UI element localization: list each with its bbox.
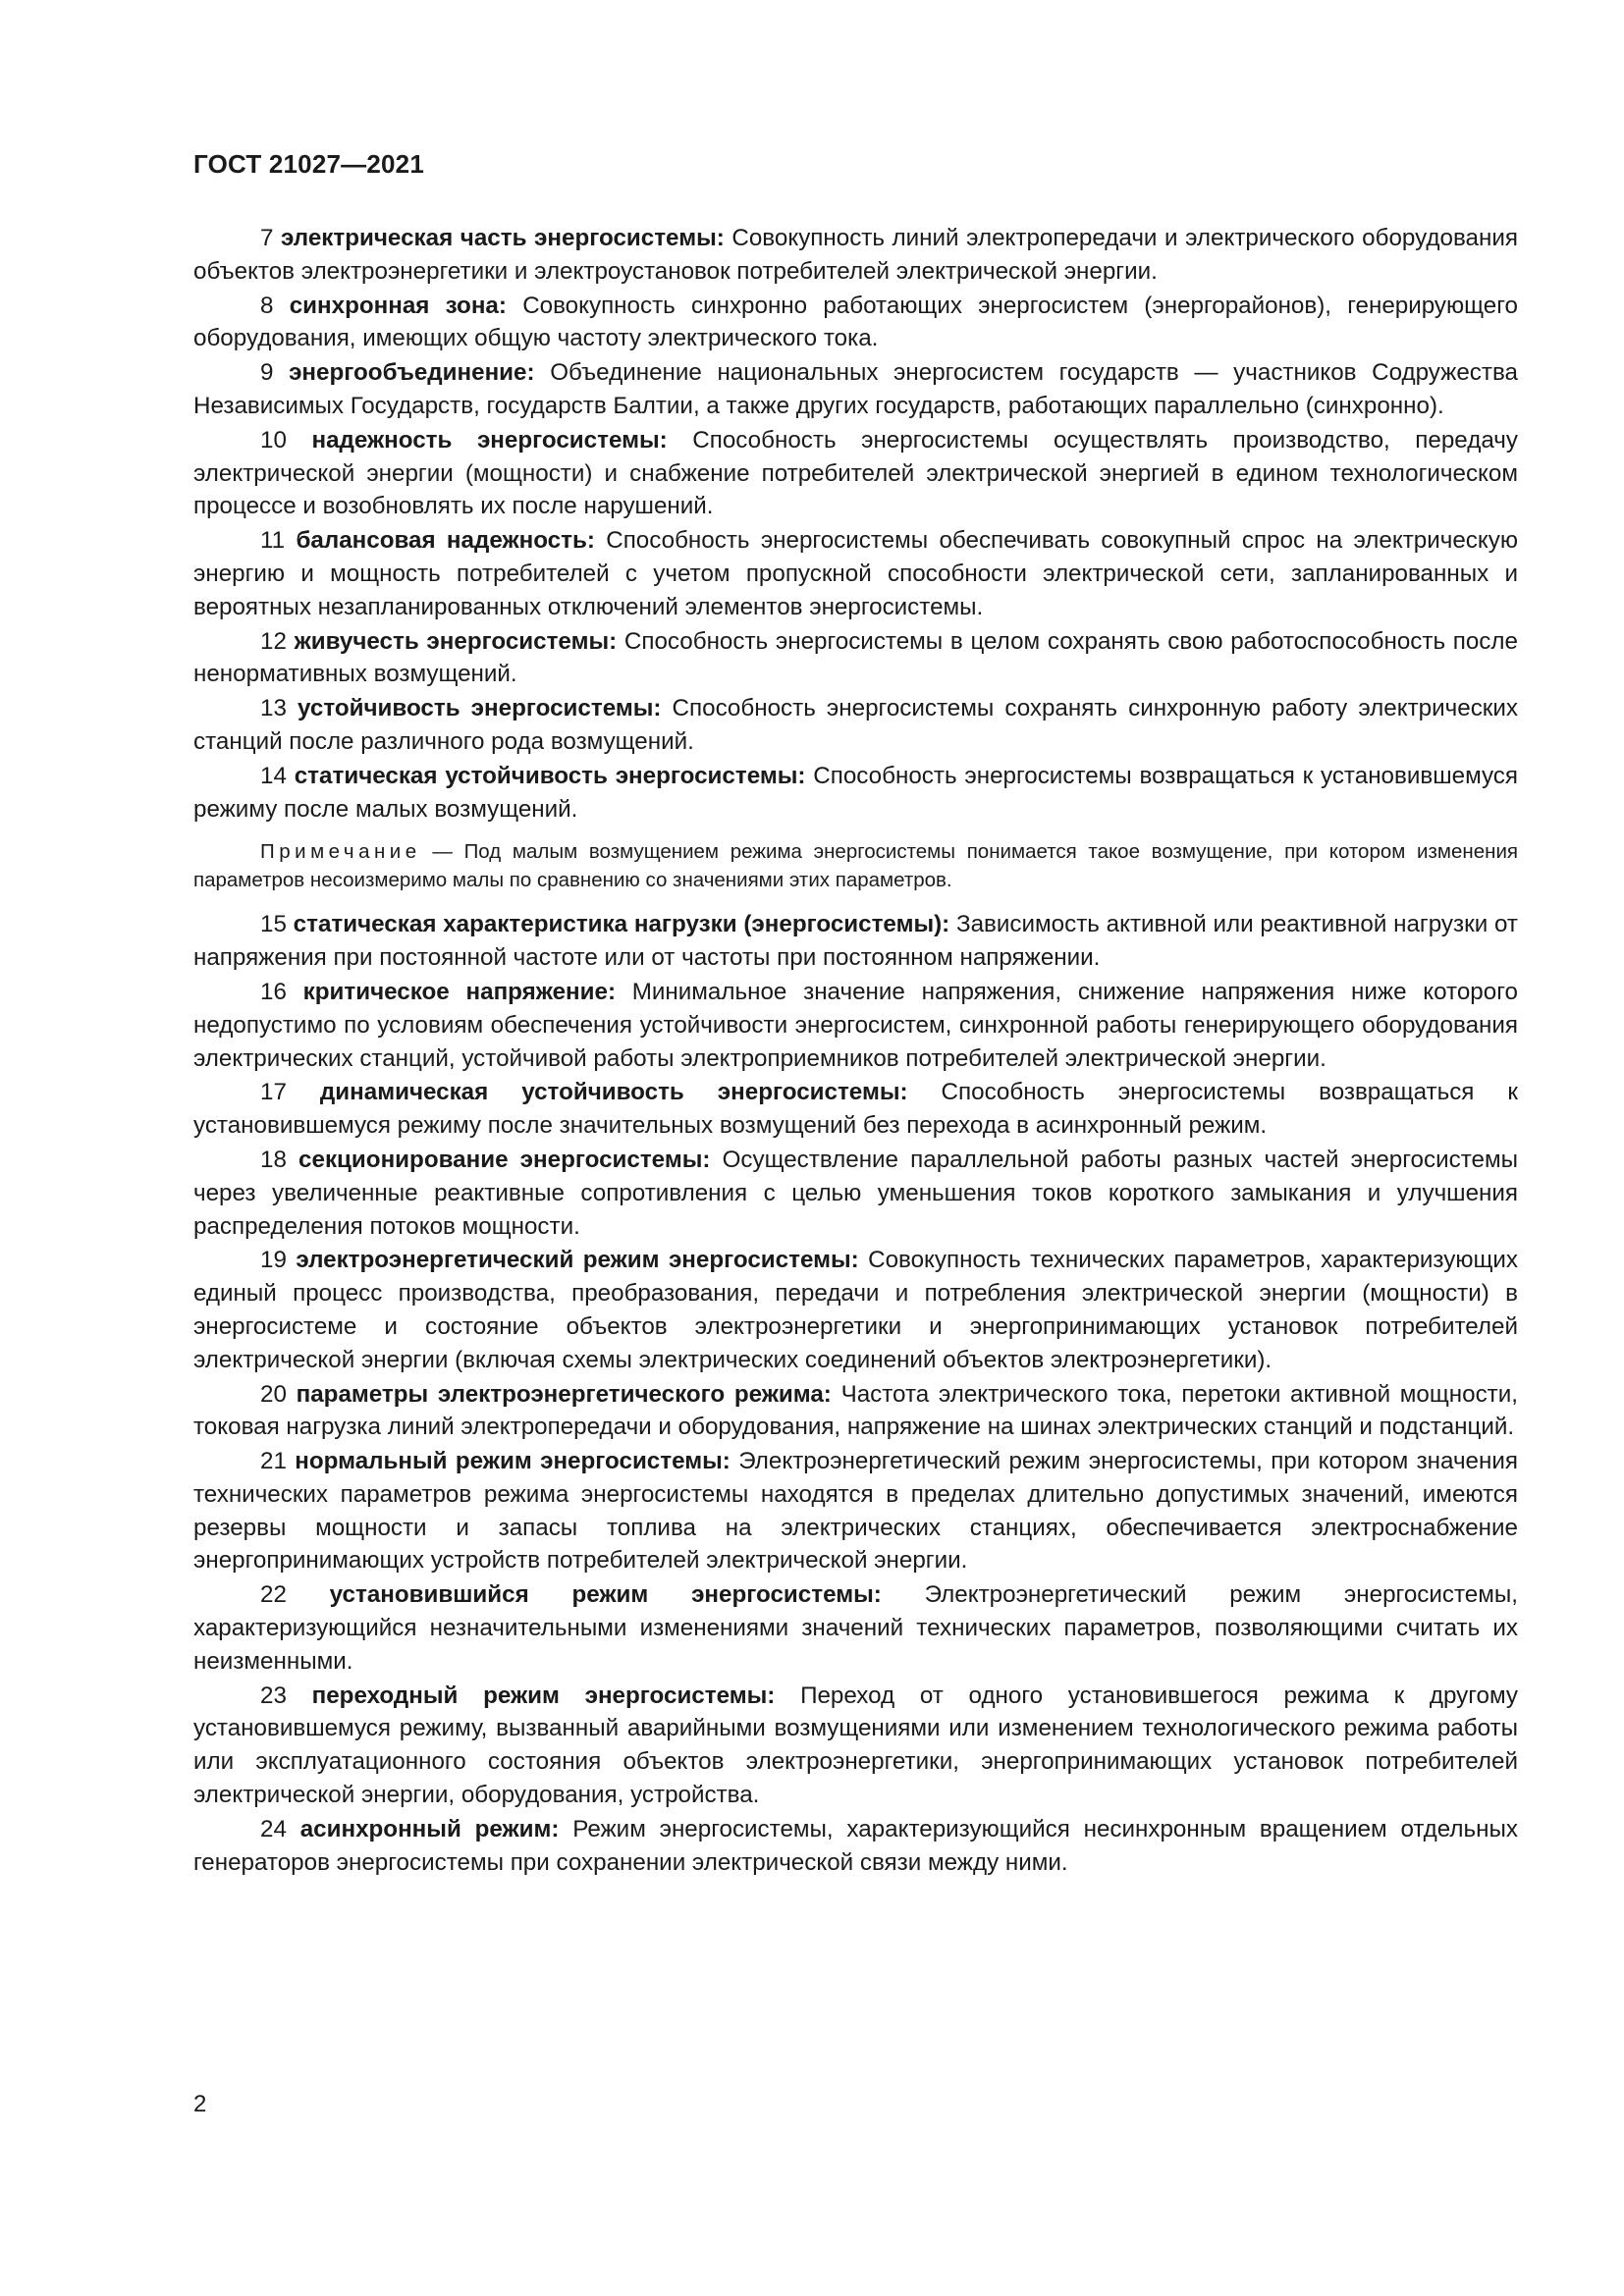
term-entry [193, 1680, 1518, 1813]
term-name: статическая характеристика нагрузки (энергосистемы): [293, 911, 950, 938]
term-definition: Способность энергосистемы сохранять синхронную работу электрических станций после различного рода возмущений. [193, 695, 1518, 755]
term-entry [193, 976, 1518, 1076]
term-number: 8 [260, 292, 274, 319]
term-number: 11 [260, 527, 286, 555]
term-name: нормальный режим энергосистемы: [295, 1448, 731, 1475]
term-entry [193, 1578, 1518, 1679]
term-number: 7 [260, 225, 274, 251]
term-name: синхронная зона: [289, 292, 507, 319]
term-definition: Минимальное значение напряжения, снижение напряжения ниже которого недопустимо по условиям обеспечения устойчивости энергосистем, синхронной работы генерирующего оборудования электрических станций, устойчивой работы электроприемников потребителей электрической энергии. [193, 978, 1518, 1072]
term-name: электрическая часть энергосистемы: [281, 225, 725, 251]
term-number: 15 [260, 911, 287, 938]
term-definition: Способность энергосистемы возвращаться к установившемуся режиму после значительных возмущений без перехода в асинхронный режим. [193, 1079, 1518, 1140]
term-definition: Режим энергосистемы, характеризующийся несинхронным вращением отдельных генераторов энергосистемы при сохранении электрической связи между ними. [193, 1815, 1518, 1876]
term-definition: Частота электрического тока, перетоки активной мощности, токовая нагрузка линий электропередачи и оборудования, напряжение на шинах электрических станций и подстанций. [193, 1380, 1518, 1441]
note-text: — Под малым возмущением режима энергосистемы понимается такое возмущение, при котором изменения параметров несоизмеримо малы по сравнению со значениями этих параметров. [193, 840, 1518, 892]
term-entry [193, 1813, 1518, 1881]
term-number: 9 [260, 359, 274, 387]
term-entry [193, 1378, 1518, 1446]
term-name: секционирование энергосистемы: [298, 1146, 711, 1173]
page-number: 2 [193, 2091, 207, 2117]
term-name: установившийся режим энергосистемы: [329, 1581, 882, 1609]
term-entry [193, 625, 1518, 693]
note-block [193, 837, 1518, 894]
term-definition: Совокупность синхронно работающих энергосистем (энергорайонов), генерирующего оборудования, имеющих общую частоту электрического тока. [193, 292, 1518, 352]
term-definition: Объединение национальных энергосистем государств — участников Содружества Независимых Государств, государств Балтии, а также других государств, работающих параллельно (синхронно). [193, 359, 1518, 419]
term-number: 18 [260, 1146, 287, 1173]
term-name: динамическая устойчивость энергосистемы: [319, 1079, 908, 1106]
term-definition: Совокупность технических параметров, характеризующих единый процесс производства, преобразования, передачи и потребления электрической энергии (мощности) в энергосистеме и состояние объектов электроэнергетики и энергопринимающих установок потребителей электрической энергии (включая схемы электрических соединений объектов электроэнергетики). [193, 1247, 1518, 1373]
term-definition: Способность энергосистемы в целом сохранять свою работоспособность после ненормативных возмущений. [193, 627, 1518, 688]
term-definition: Осуществление параллельной работы разных частей энергосистемы через увеличенные реактивные сопротивления с целью уменьшения токов короткого замыкания и улучшения распределения потоков мощности. [193, 1146, 1518, 1240]
term-definition: Электроэнергетический режим энергосистемы, при котором значения технических параметров режима энергосистемы находятся в пределах длительно допустимых значений, имеются резервы мощности и запасы топлива на электрических станциях, обеспечивается электроснабжение энергопринимающих устройств потребителей электрической энергии. [193, 1448, 1518, 1575]
document-body [193, 222, 1518, 1880]
term-entry [193, 1244, 1518, 1377]
term-entry [193, 760, 1518, 828]
terms-list [193, 908, 1518, 1880]
term-name: энергообъединение: [289, 359, 535, 387]
term-name: критическое напряжение: [302, 978, 617, 1005]
term-entry [193, 908, 1518, 976]
term-name: статическая устойчивость энергосистемы: [294, 762, 806, 789]
term-definition: Электроэнергетический режим энергосистемы, характеризующийся незначительными изменениями значений технических параметров, позволяющими считать их неизменными. [193, 1581, 1518, 1675]
term-entry [193, 1445, 1518, 1578]
term-name: устойчивость энергосистемы: [298, 695, 662, 722]
term-number: 12 [260, 627, 287, 655]
term-number: 13 [260, 695, 287, 722]
term-entry [193, 1144, 1518, 1244]
term-definition: Способность энергосистемы возвращаться к установившемуся режиму после малых возмущений. [193, 762, 1518, 823]
term-number: 19 [260, 1247, 287, 1274]
term-name: асинхронный режим: [299, 1815, 560, 1842]
term-entry [193, 1076, 1518, 1144]
term-entry [193, 524, 1518, 624]
term-entry [193, 424, 1518, 524]
term-definition: Зависимость активной или реактивной нагрузки от напряжения при постоянной частоте или от частоты при постоянном напряжении. [193, 911, 1518, 972]
term-number: 22 [260, 1581, 287, 1609]
term-entry [193, 290, 1518, 357]
term-definition: Переход от одного установившегося режима к другому установившемуся режиму, вызванный аварийными возмущениями или изменением технологического режима работы или эксплуатационного состояния объектов электроэнергетики, энергопринимающих установок потребителей электрической энергии, оборудования, устройства. [193, 1682, 1518, 1809]
term-definition: Совокупность линий электропередачи и электрического оборудования объектов электроэнергетики и электроустановок потребителей электрической энергии. [193, 225, 1518, 285]
term-number: 20 [260, 1380, 287, 1408]
document-header: ГОСТ 21027—2021 [193, 149, 424, 179]
note-label: Примечание [260, 840, 421, 864]
term-number: 16 [260, 978, 287, 1005]
term-name: живучесть энергосистемы: [294, 627, 618, 655]
terms-list [193, 222, 1518, 827]
term-number: 23 [260, 1682, 287, 1709]
term-name: электроэнергетический режим энергосистемы: [296, 1247, 859, 1274]
term-name: балансовая надежность: [296, 527, 595, 555]
term-name: переходный режим энергосистемы: [311, 1682, 776, 1709]
term-entry [193, 356, 1518, 424]
term-entry [193, 692, 1518, 760]
term-number: 17 [260, 1079, 287, 1106]
term-number: 10 [260, 426, 287, 454]
term-definition: Способность энергосистемы обеспечивать совокупный спрос на электрическую энергию и мощность потребителей с учетом пропускной способности электрической сети, запланированных и вероятных незапланированных отключений элементов энергосистемы. [193, 527, 1518, 620]
term-name: параметры электроэнергетического режима: [296, 1380, 832, 1408]
term-number: 24 [260, 1815, 287, 1842]
term-entry [193, 222, 1518, 290]
term-number: 14 [260, 762, 287, 789]
term-definition: Способность энергосистемы осуществлять производство, передачу электрической энергии (мощности) и снабжение потребителей электрической энергией в едином технологическом процессе и возобновлять их после нарушений. [193, 426, 1518, 520]
term-name: надежность энергосистемы: [311, 426, 668, 454]
term-number: 21 [260, 1448, 287, 1475]
